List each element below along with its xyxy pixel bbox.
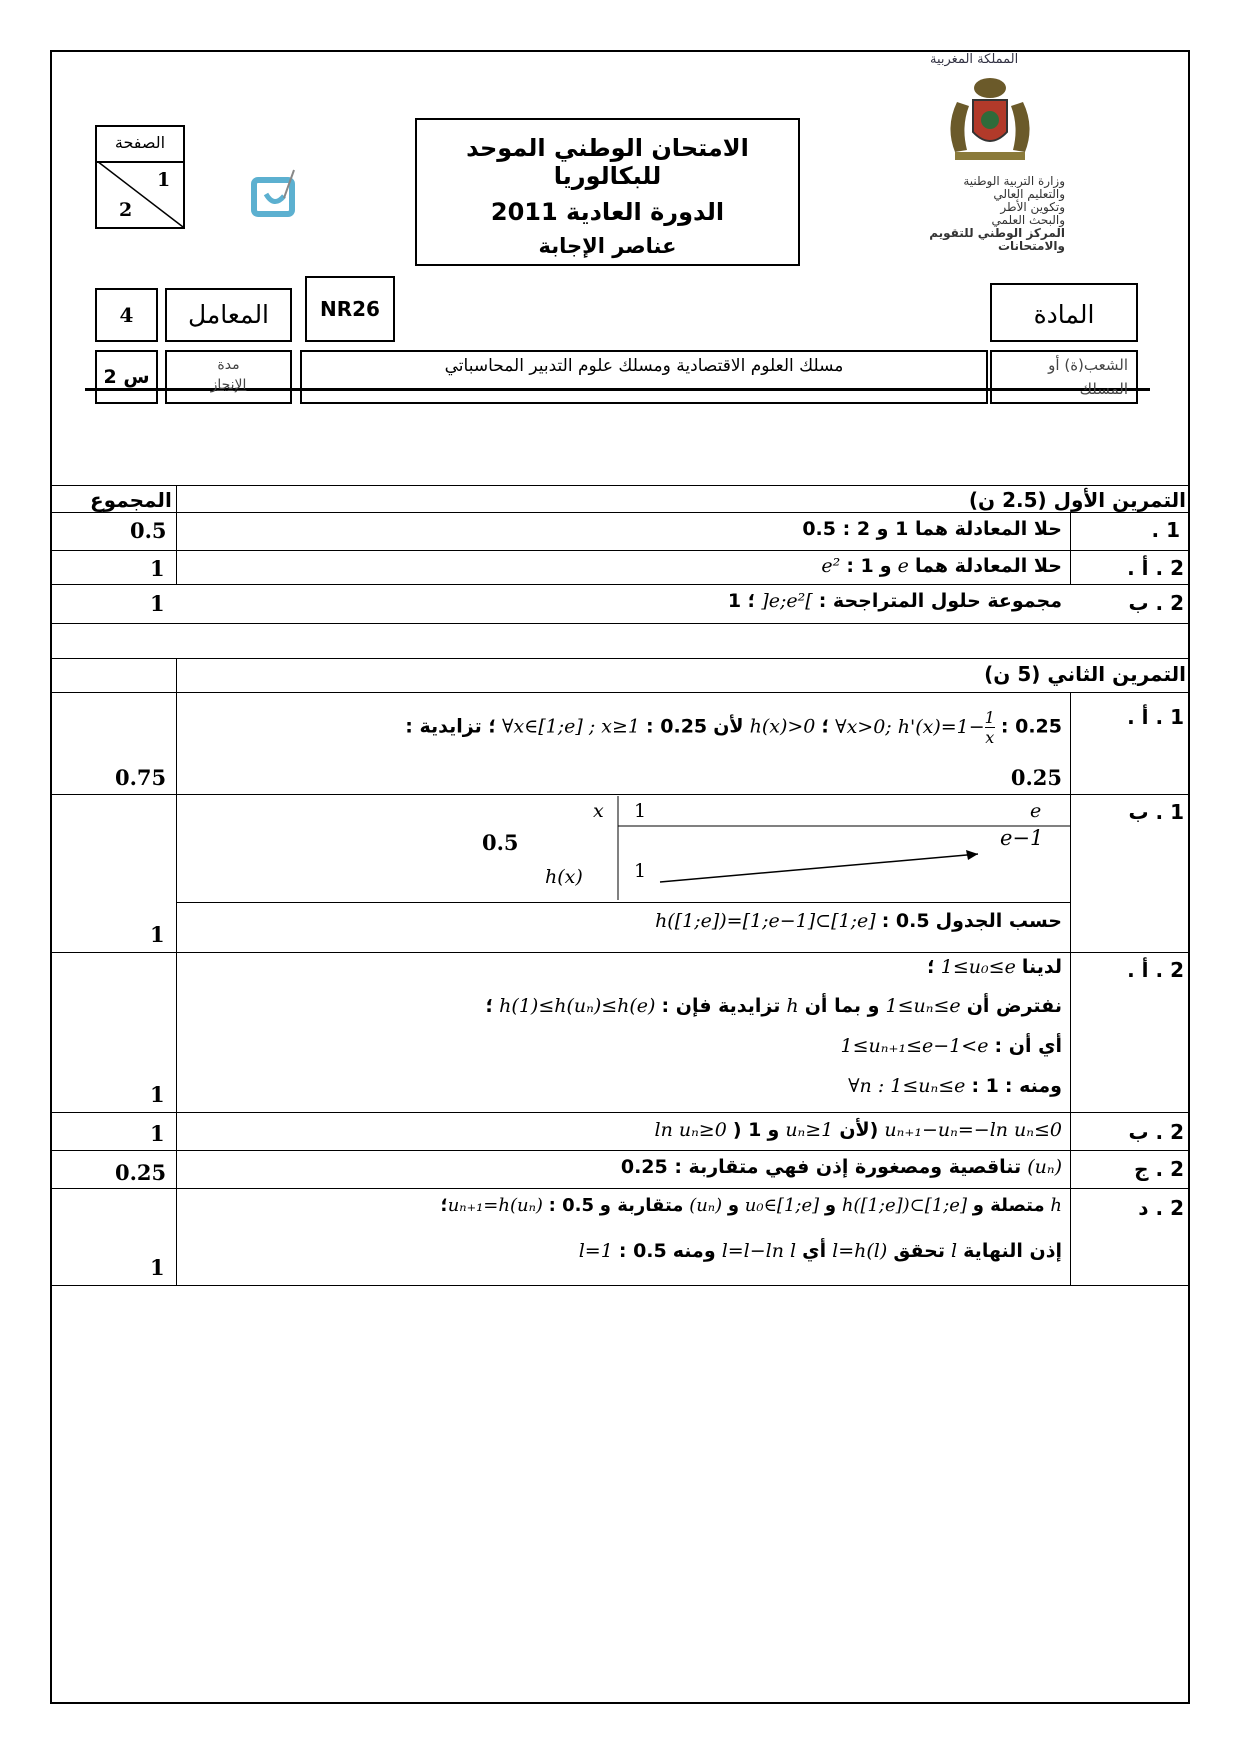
ex1-q1-answer: حلا المعادلة هما 1 و 2 : 0.5	[802, 518, 1062, 540]
subject-code-box	[305, 276, 395, 342]
ex2-q2d-number: 2 . د	[1138, 1196, 1184, 1220]
ex1-q2b-number: 2 . ب	[1128, 591, 1184, 615]
kingdom-label: المملكة المغربية	[930, 52, 1019, 67]
ex2-q2c-answer: (uₙ) تناقصية ومصغورة إذن فهي متقاربة : 0.25	[620, 1156, 1062, 1178]
ex2-q2d-line1: h متصلة و h([1;e])⊂[1;e] و u₀∈[1;e] و (uₙ) متقاربة و uₙ₊₁=h(uₙ) : 0.5؛	[440, 1195, 1062, 1216]
ministry-line: وزارة التربية الوطنية	[963, 174, 1065, 188]
ex1-q2a-score: 1	[150, 556, 165, 581]
h-end: e−1	[1000, 826, 1044, 850]
x-end: e	[1030, 800, 1042, 822]
duration-label-2: الإنجاز	[210, 377, 247, 393]
subject-name: الرياضيات	[656, 298, 727, 318]
exam-title: الامتحان الوطني الموحد للبكالوريا	[466, 134, 749, 190]
increasing-arrow	[660, 854, 978, 882]
subject-code: NR26	[320, 297, 380, 321]
ex2-q2a-line1: لدينا 1≤u₀≤e ؛	[927, 956, 1062, 978]
exam-session: الدورة العادية 2011	[490, 198, 725, 226]
ex2-q2a-line2: نفترض أن 1≤uₙ≤e و بما أن h تزايدية فإن : h(1)≤h(uₙ)≤h(e) ؛	[485, 995, 1062, 1017]
answer-key-label: عناصر الإجابة	[538, 234, 677, 258]
table-score: 0.5	[482, 830, 519, 855]
branch-label-box	[990, 350, 1138, 404]
ex2-q1a-answer: ∀x>0; h'(x)=1− $\frac{1}{x}$ : 0.25 ؛ h(x)>0 لأن ∀x∈[1;e] ; x≥1 : 0.25 ؛ تزايدية :	[405, 708, 1062, 747]
ex2-q1b-conclusion: حسب الجدول h([1;e])=[1;e−1]⊂[1;e] : 0.5	[655, 910, 1062, 932]
coefficient-label: المعامل	[165, 288, 292, 342]
ex1-q2a-answer: حلا المعادلة هما e و e² : 1	[821, 555, 1062, 577]
ex2-q2d-score: 1	[150, 1255, 165, 1280]
ex1-q2b-answer: مجموعة حلول المتراجحة : ]e;e²[ ؛ 1	[727, 590, 1062, 612]
ex2-title: التمرين الثاني (5 ن)	[984, 662, 1186, 686]
page-number-box	[95, 125, 185, 229]
ex2-q2b-score: 1	[150, 1121, 165, 1146]
ex2-q2b-answer: uₙ₊₁−uₙ=−ln uₙ≤0 (لأن uₙ≥1 و ln uₙ≥0 ) 1	[654, 1119, 1062, 1141]
ex2-q1a-line2: 0.25	[1010, 765, 1062, 790]
duration-label-box	[165, 350, 292, 404]
exam-title-box	[415, 118, 800, 266]
ex2-q2a-line4: ومنه : ∀n : 1≤uₙ≤e : 1	[848, 1075, 1062, 1097]
total-header: المجموع	[90, 488, 172, 512]
duration-label-1: مدة	[217, 357, 240, 373]
ex2-q2d-line2: إذن النهاية l تحقق l=h(l) أي l=l−ln l ومنه l=1 : 0.5	[578, 1240, 1062, 1262]
branch-label-1: الشعب(ة) أو	[1048, 356, 1128, 374]
coefficient-value-box	[95, 288, 158, 342]
subject-label: المادة	[990, 283, 1138, 342]
page-label: الصفحة	[97, 127, 183, 163]
ex2-q2a-line3: أي أن : 1≤uₙ₊₁≤e−1<e	[840, 1035, 1062, 1057]
x-label: x	[593, 800, 604, 822]
ministry-line: والبحث العلمي	[991, 213, 1065, 227]
x-start: 1	[634, 800, 647, 822]
ex2-q2a-score: 1	[150, 1082, 165, 1107]
page-total: 2	[119, 199, 133, 221]
ex1-title: التمرين الأول (2.5 ن)	[968, 488, 1186, 512]
ex1-q1-score: 0.5	[130, 518, 167, 543]
branch-name: مسلك العلوم الاقتصادية ومسلك علوم التدبير المحاسباتي	[444, 356, 844, 376]
evaluation-center: المركز الوطني للتقويم والامتحانات	[929, 226, 1065, 253]
branch-box	[300, 350, 988, 404]
duration-value-box	[95, 350, 158, 404]
coefficient-value: 4	[119, 303, 134, 327]
h-start: 1	[634, 860, 647, 882]
ex2-q1a-number: 1 . أ .	[1127, 705, 1184, 729]
kingdom-emblem	[935, 72, 1045, 162]
page-current: 1	[157, 169, 171, 191]
ex1-q1-number: 1 .	[1151, 518, 1180, 542]
ex2-q1a-score: 0.75	[115, 765, 167, 790]
ex2-q2b-number: 2 . ب	[1128, 1120, 1184, 1144]
ministry-line: والتعليم العالي	[993, 187, 1065, 201]
ex2-q1b-score: 1	[150, 922, 165, 947]
arrow-head	[966, 850, 978, 860]
ex2-q2c-score: 0.25	[115, 1160, 167, 1185]
center-logo	[246, 164, 316, 226]
branch-label-2: المسلك	[1079, 380, 1128, 398]
ex1-q2a-number: 2 . أ .	[1127, 556, 1184, 580]
duration-value: 2 س	[103, 366, 150, 388]
hx-label: h(x)	[545, 866, 583, 888]
ministry-block	[870, 175, 1065, 253]
ex1-q2b-score: 1	[150, 591, 165, 616]
ex2-q2c-number: 2 . ج	[1134, 1157, 1184, 1181]
ministry-line: وتكوين الأطر	[1000, 200, 1065, 214]
ex2-q1b-number: 1 . ب	[1128, 800, 1184, 824]
ex2-q2a-number: 2 . أ .	[1127, 958, 1184, 982]
